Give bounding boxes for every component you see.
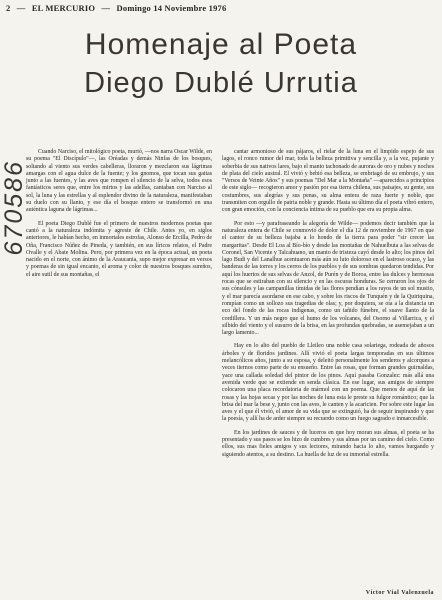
author-signature: Víctor Vial Valenzuela [365, 590, 434, 596]
paragraph: El poeta Diego Dublé fue el primero de nuestros modernos poetas que cantó a la naturaleza indómita y agreste de Chile. Antes yo, en siglos anteriores, le habían hecho, en inmortales estrofas, Alonso de Ercilla, Pedro de Oña, Francisco Núñez de Pineda, y también, en sus líricos relatos, el Padre Ovalle y el Abate Molina. Pero, por primera vez en la época actual, un poeta nacido en el norte, con ánimo de la Araucania, supo mejor expresar en versos y poemas de sin igual encanto, el aroma y color de nuestros bosques sureños, el aire sutil de sus montañas, el [26, 220, 212, 278]
header-separator: — [101, 3, 111, 13]
article-title-line-2: Diego Dublé Urrutia [84, 67, 358, 99]
header-separator: — [16, 3, 26, 13]
right-text-column [222, 149, 434, 465]
newspaper-header [6, 3, 436, 13]
paragraph: Por esto —y parafraseando la alegoría de Wilde— podemos decir también que la naturaleza entera de Chile se conmovió de dolor el día 12 de noviembre de 1967 en que el cantor de su belleza bajaba a lo hondo de la tierra para poder "sir crecer las margaritas". Desde El Loa al Bío-bío y desde las montañas de Nahuelbuta a las selvas de Coronel, San Vicente y Talcahuano, un manto de tristeza cayó desde lo alto; los pinos del lago Budi y del Lanalhue acentuaron más aún su luto doloroso en el lastroso ocaso, y las banderas de las torres y los cerros de los pueblos y de sus sombras quedaron tendidas. Por aquí los huertos de sus selvas de Anzol, de Purén y de Boroa, entre las dulces y hermosas rocas que se estiraban con su silencio y en las oscuras honduras. Se cerraron los ojos de sus cónsules y las campanillas tímidas de las flores pendían a los rayos de un sol mustio, y el mar parecía asordarse en ese cabo, y sobre los riscos de Tunquén y de la Quiriquina, rompían como un sollozo sus tragedias de olas; y, por doquiera, se oía a la distancia un eco del fondo de las rocas indígenas, como un tañido fúnebre, el suave llanto de la cordillera. Y un más negro que el humo de los volcanes, del Osorno al Villarrica, y el silbido del viento y el susurro de la brisa, en las profundas quebradas, se asemejaban a un largo lamento... [222, 220, 434, 337]
page-number: 2 [6, 3, 11, 13]
archive-handwritten-number: 670586 [0, 160, 28, 256]
paragraph: En los jardines de sauces y de luceros en que hoy moran sus almas, el poeta se ha presentado y sus pasos se los hizo de cumbres y sus almas por un camino del cielo. Como ellos, sus mas fieles amigos y sus lectores, mirando hacia lo alto, vamos hurgando y siguiendo atentos, a su destino. La huella de luz de su inmortal estrella. [222, 429, 434, 458]
paragraph: Hay en lo alto del pueblo de Lleileo una noble casa solariega, rodeada de añosos árboles y de floridos jardines. Allí vivió el poeta largas temporadas en sus últimos melancólicos años, junto a su esposa, y deleitó personalmente los senderos y alcorques a veces tiernos como parte de su ensueño. Entre las rosas, que forman grandes guirnaldas, yace una callada soledad del pintor de los pinos. Aquí pasaba Gonzalez: más allá una avenida verde que se extiende en senda clásica. En ese lugar, sus amigos de siempre colocaron una placa recordatoria de mármol con un poema. Que menos de aquí de las rosas y las hojas secas y por las noches de luna esta le preste su fulgor romántico; que la brisa del mar la bese y, junto con las aves, le canten y la acaricien. Por sobre este lugar las aves y el que él vivió, el amor de su vida que se extinguió, ha de seguir inspirando y que la poesía, y allí ha de arder siempre su recuerdo como un fuego sagrado e inmarcesible. [222, 343, 434, 423]
article-title-line-1: Homenaje al Poeta [84, 28, 358, 61]
issue-date: Domingo 14 Noviembre 1976 [116, 3, 227, 13]
newspaper-name: EL MERCURIO [31, 3, 96, 13]
paragraph: Cuando Narciso, el mitológico poeta, murió, —nos narra Oscar Wilde, en su poema "El Discípulo"—, las Oréadas y demás Ninfas de los bosques, soltando al viento sus verdes cabelleras, lloraron y mezclaron sus lágrimas amargas con el agua dulce de la fuente; y los gnomos, que tocan sus gaitas junto a las fuentes, y las aves que rompen el silencio de la selva, todos esos fantásticos seres que, entre los mirtos y las adelfas, cantaban con Narciso al sol, la luna y las estrellas y al esplendor divino de la naturaleza, manifestaban su duelo con su llanto, y ese día el bosque entero se transformó en una auténtica laguna de lágrimas... [26, 149, 212, 214]
left-text-column [26, 149, 212, 285]
paragraph: cantar armonioso de sus pájaros, el rielar de la luna en el limpido espejo de sus lagos, el ronco rumor del mar, toda la belleza primitiva y sencilla y, a la vez, pujante y soberbia de sus nativos lares, bajo el manto tachonado de auroras de oro y nubes y noches de plata del cielo austral. El vivió y bebió esa belleza, se embriagó de su embrujo, y sus "Versos de Veinte Años" y sus poemas "Del Mar a la Montaña" —aparecidos a principios de este siglo— recogieron amor y pasión por esa tierra chilena, sus paisajes, su gente, sus costumbres, sus alegrías y sus penas, su alma entera de raza fuerte y noble, que transmiten con orgullo de patria noble y grande. Hasta su último día el poeta vibró entero, con gran emoción, con la conciencia íntima de su pueblo que era su propia alma. [222, 149, 434, 214]
